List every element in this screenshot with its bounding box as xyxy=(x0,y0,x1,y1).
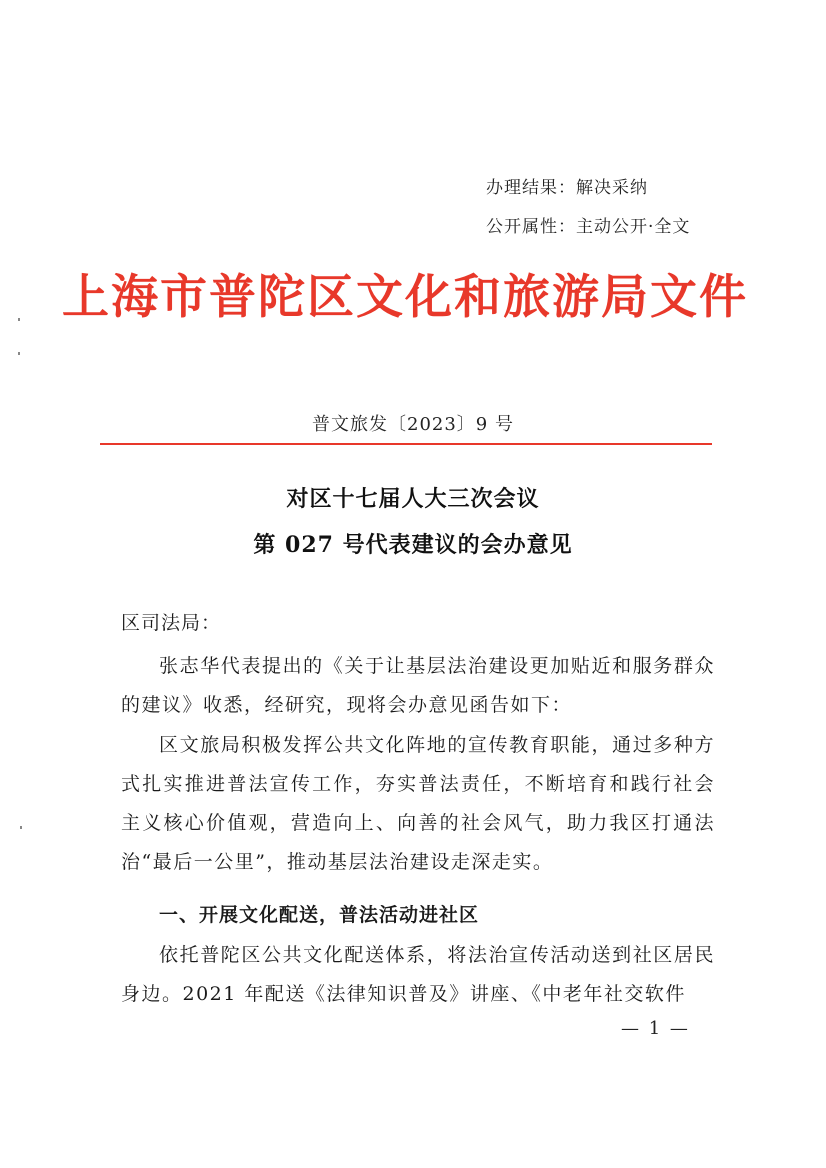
section-paragraph: 依托普陀区公共文化配送体系，将法治宣传活动送到社区居民身边。2021 年配送《法律知识普及》讲座、《中老年社交软件 xyxy=(121,944,715,1005)
handling-result: 办理结果：解决采纳 xyxy=(486,178,648,198)
scan-speck xyxy=(18,318,20,321)
salutation: 区司法局： xyxy=(121,612,222,634)
disclosure-attribute: 公开属性：主动公开·全文 xyxy=(486,217,691,237)
document-number: 普文旅发〔2023〕9 号 xyxy=(312,414,514,435)
body-paragraph: 区文旅局积极发挥公共文化阵地的宣传教育职能，通过多种方式扎实推进普法宣传工作，夯实普法责任，不断培育和践行社会主义核心价值观，营造向上、向善的社会风气，助力我区打通法治“最后一公里”，推动基层法治建设走深走实。 xyxy=(121,734,715,873)
body-paragraph: 张志华代表提出的《关于让基层法治建设更加贴近和服务群众的建议》收悉，经研究，现将会办意见函告如下： xyxy=(121,655,715,716)
page-number: — 1 — xyxy=(621,1018,690,1039)
scan-speck xyxy=(18,352,20,355)
document-title-line-1: 对区十七届人大三次会议 xyxy=(286,486,540,512)
masthead-title: 上海市普陀区文化和旅游局文件 xyxy=(62,270,748,325)
section-heading: 一、开展文化配送，普法活动进社区 xyxy=(159,904,480,926)
document-title-line-2: 第 027 号代表建议的会办意见 xyxy=(253,532,573,558)
red-divider-line xyxy=(100,443,712,445)
scan-speck xyxy=(20,826,22,829)
